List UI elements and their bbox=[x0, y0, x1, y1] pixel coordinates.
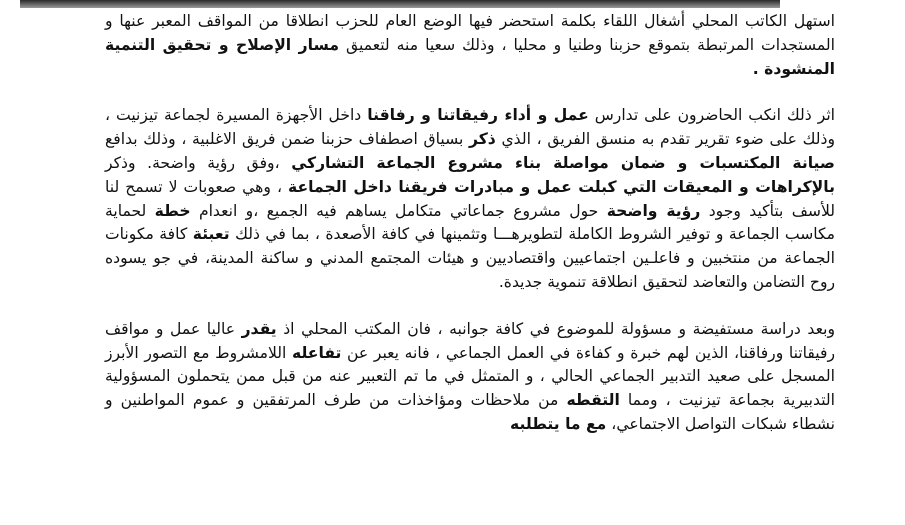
text-segment: حول مشروع جماعاتي متكامل يساهم فيه الجميع ،و انعدام bbox=[190, 201, 607, 220]
document-body bbox=[105, 10, 835, 437]
paragraph-gap bbox=[105, 295, 835, 318]
bold-segment: بالإكراهات و المعيقات التي كبلت عمل و مبادرات فريقنا داخل الجماعة bbox=[288, 177, 835, 196]
paragraph-council-review bbox=[105, 104, 835, 294]
bold-segment: عمل و أداء رفيقاتنا و رفاقنا bbox=[367, 106, 589, 125]
text-segment: ،وفق رؤية واضحة. وذكر bbox=[105, 153, 292, 172]
text-segment: بسياق اصطفاف حزبنا ضمن فريق الاغلبية ، وذلك بدافع bbox=[105, 130, 469, 149]
text-segment: اللامشروط مع التصور الأبرز المسجل على صعيد التدبير الجماعي الحالي ، و المتمثل في ما تم التعبير عنه من قبل ممن يتحملون المسؤولية التدبيرية بجماعة تيزنيت ، ومما bbox=[105, 343, 835, 410]
paragraph-bureau-position bbox=[105, 318, 835, 437]
bold-segment: مسار الإصلاح و تحقيق التنمية المنشودة . bbox=[105, 35, 835, 78]
scan-top-edge bbox=[20, 0, 780, 8]
text-segment: عاليا عمل و مواقف رفيقاتنا ورفاقنا، الذين لهم خبرة و كفاءة في العمل الجماعي ، فانه يعبر عن bbox=[105, 319, 835, 362]
bold-segment: تفاعله bbox=[291, 343, 342, 362]
bold-segment: يقدر bbox=[241, 319, 277, 338]
bold-segment: صيانة المكتسبات و ضمان مواصلة بناء مشروع الجماعة التشاركي bbox=[291, 153, 835, 172]
bold-segment: التقطه bbox=[566, 391, 620, 410]
text-segment: ، وهي صعوبات لا تسمح لنا للأسف بتأكيد وجود bbox=[105, 177, 836, 220]
text-segment: داخل الأجهزة المسيرة لجماعة تيزنيت ، وذلك على ضوء تقرير تقدم به منسق الفريق ، الذي bbox=[105, 106, 835, 149]
paragraph-gap bbox=[105, 81, 835, 104]
text-segment: من ملاحظات ومؤاخذات من طرف المرتفقين و عموم المواطنين و نشطاء شبكات التواصل الاجتماعي، bbox=[105, 391, 835, 433]
text-segment: وبعد دراسة مستفيضة و مسؤولة للموضوع في كافة جوانبه ، فان المكتب المحلي اذ bbox=[276, 319, 835, 338]
text-segment: اثر ذلك انكب الحاضرون على تدارس bbox=[588, 106, 835, 125]
bold-segment: خطة bbox=[154, 201, 191, 220]
bold-segment: مع ما يتطلبه bbox=[510, 414, 607, 433]
text-segment: استهل الكاتب المحلي أشغال اللقاء بكلمة استحضر فيها الوضع العام للحزب انطلاقا من المواقف المعبر عنها و المستجدات المرتبطة بتموقع حزبنا وطنيا و محليا ، وذلك سعيا منه لتعميق bbox=[105, 12, 836, 54]
text-segment: كافة مكونات الجماعة من منتخبين و فاعلـين اجتماعيين واقتصاديين و هيئات المجتمع المدني و ساكنة المدينة، في جو يسوده روح التضامن والتعاضد لتحقيق انطلاقة تنموية جديدة. bbox=[105, 225, 835, 291]
bold-segment: رؤية واضحة bbox=[606, 201, 701, 220]
paragraph-opening bbox=[105, 10, 835, 81]
bold-segment: تعبئة bbox=[192, 225, 230, 244]
text-segment: لحماية مكاسب الجماعة و توفير الشروط الكاملة لتطويرهـــا وتثمينها في كافة الأصعدة ، بما في ذلك bbox=[105, 201, 835, 244]
bold-segment: ذكر bbox=[469, 130, 496, 149]
